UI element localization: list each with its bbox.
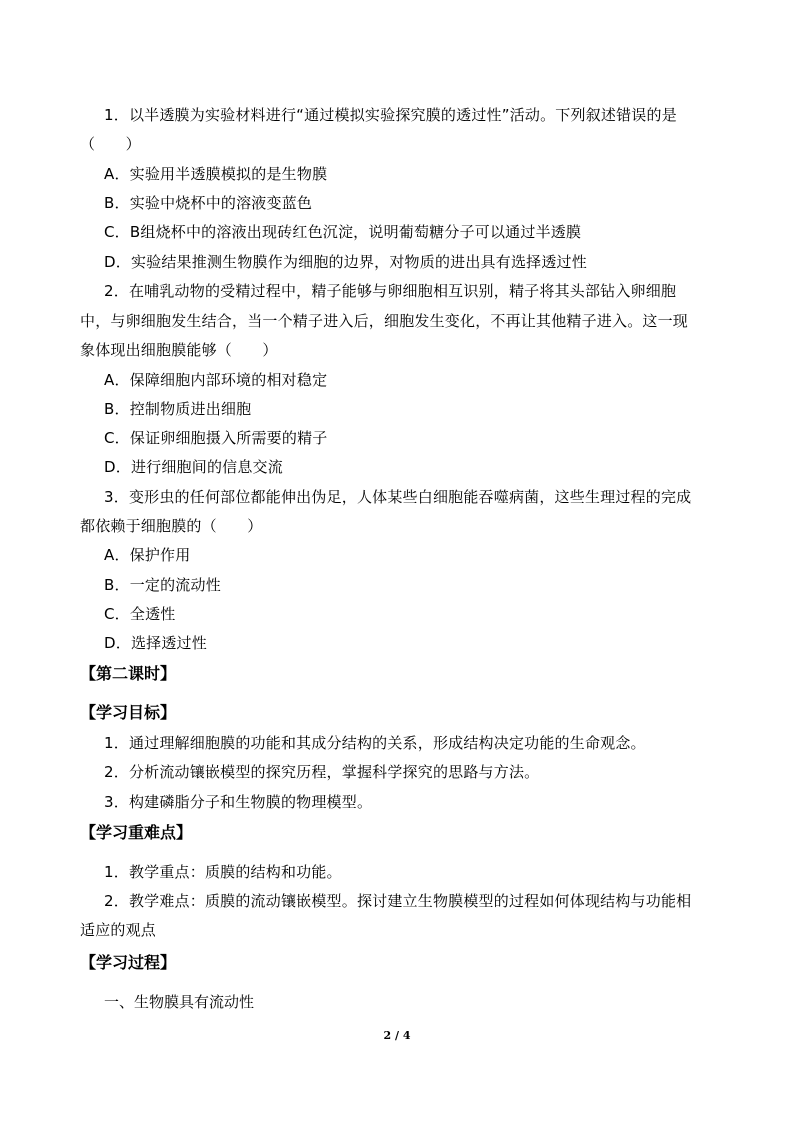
learning-goal-1: 1．通过理解细胞膜的功能和其成分结构的关系，形成结构决定功能的生命观念。 <box>104 734 646 752</box>
key-point-1: 1．教学重点：质膜的结构和功能。 <box>104 863 342 881</box>
section-heading-key-points: 【学习重难点】 <box>80 823 193 842</box>
question-1-option-c: C．B组烧杯中的溶液出现砖红色沉淀，说明葡萄糖分子可以通过半透膜 <box>104 223 582 241</box>
section-heading-learning-goals: 【学习目标】 <box>80 703 177 722</box>
question-2-option-b: B．控制物质进出细胞 <box>104 400 252 418</box>
question-2-line-3: 象体现出细胞膜能够（ ） <box>80 341 278 359</box>
question-2-line-1: 2．在哺乳动物的受精过程中，精子能够与卵细胞相互识别，精子将其头部钻入卵细胞 <box>104 282 677 300</box>
key-point-2-line-2: 适应的观点 <box>80 921 157 939</box>
page-number: 2 / 4 <box>383 1029 411 1042</box>
question-2-option-d: D．进行细胞间的信息交流 <box>104 458 283 476</box>
question-3-line-1: 3．变形虫的任何部位都能伸出伪足，人体某些白细胞能吞噬病菌，这些生理过程的完成 <box>104 488 692 506</box>
section-heading-second-lesson: 【第二课时】 <box>80 664 177 683</box>
subsection-membrane-fluidity: 一、生物膜具有流动性 <box>104 993 255 1011</box>
question-2-option-c: C．保证卵细胞摄入所需要的精子 <box>104 429 328 447</box>
question-3-option-d: D．选择透过性 <box>104 634 207 652</box>
question-1-line-1: 1．以半透膜为实验材料进行“通过模拟实验探究膜的透过性”活动。下列叙述错误的是 <box>104 106 677 124</box>
learning-goal-2: 2．分析流动镶嵌模型的探究历程，掌握科学探究的思路与方法。 <box>104 763 540 781</box>
question-1-option-b: B．实验中烧杯中的溶液变蓝色 <box>104 194 313 212</box>
question-2-option-a: A．保障细胞内部环境的相对稳定 <box>104 371 328 389</box>
question-3-option-b: B．一定的流动性 <box>104 576 221 594</box>
question-1-option-d: D．实验结果推测生物膜作为细胞的边界，对物质的进出具有选择透过性 <box>104 253 587 271</box>
question-3-option-a: A．保护作用 <box>104 546 191 564</box>
question-2-line-2: 中，与卵细胞发生结合，当一个精子进入后，细胞发生变化，不再让其他精子进入。这一现 <box>80 312 689 330</box>
question-1-option-a: A．实验用半透膜模拟的是生物膜 <box>104 165 328 183</box>
section-heading-learning-process: 【学习过程】 <box>80 953 177 972</box>
question-3-line-2: 都依赖于细胞膜的（ ） <box>80 517 263 535</box>
learning-goal-3: 3．构建磷脂分子和生物膜的物理模型。 <box>104 793 373 811</box>
question-1-line-2: （ ） <box>80 135 141 153</box>
question-3-option-c: C．全透性 <box>104 605 176 623</box>
key-point-2-line-1: 2．教学难点：质膜的流动镶嵌模型。探讨建立生物膜模型的过程如何体现结构与功能相 <box>104 892 692 910</box>
